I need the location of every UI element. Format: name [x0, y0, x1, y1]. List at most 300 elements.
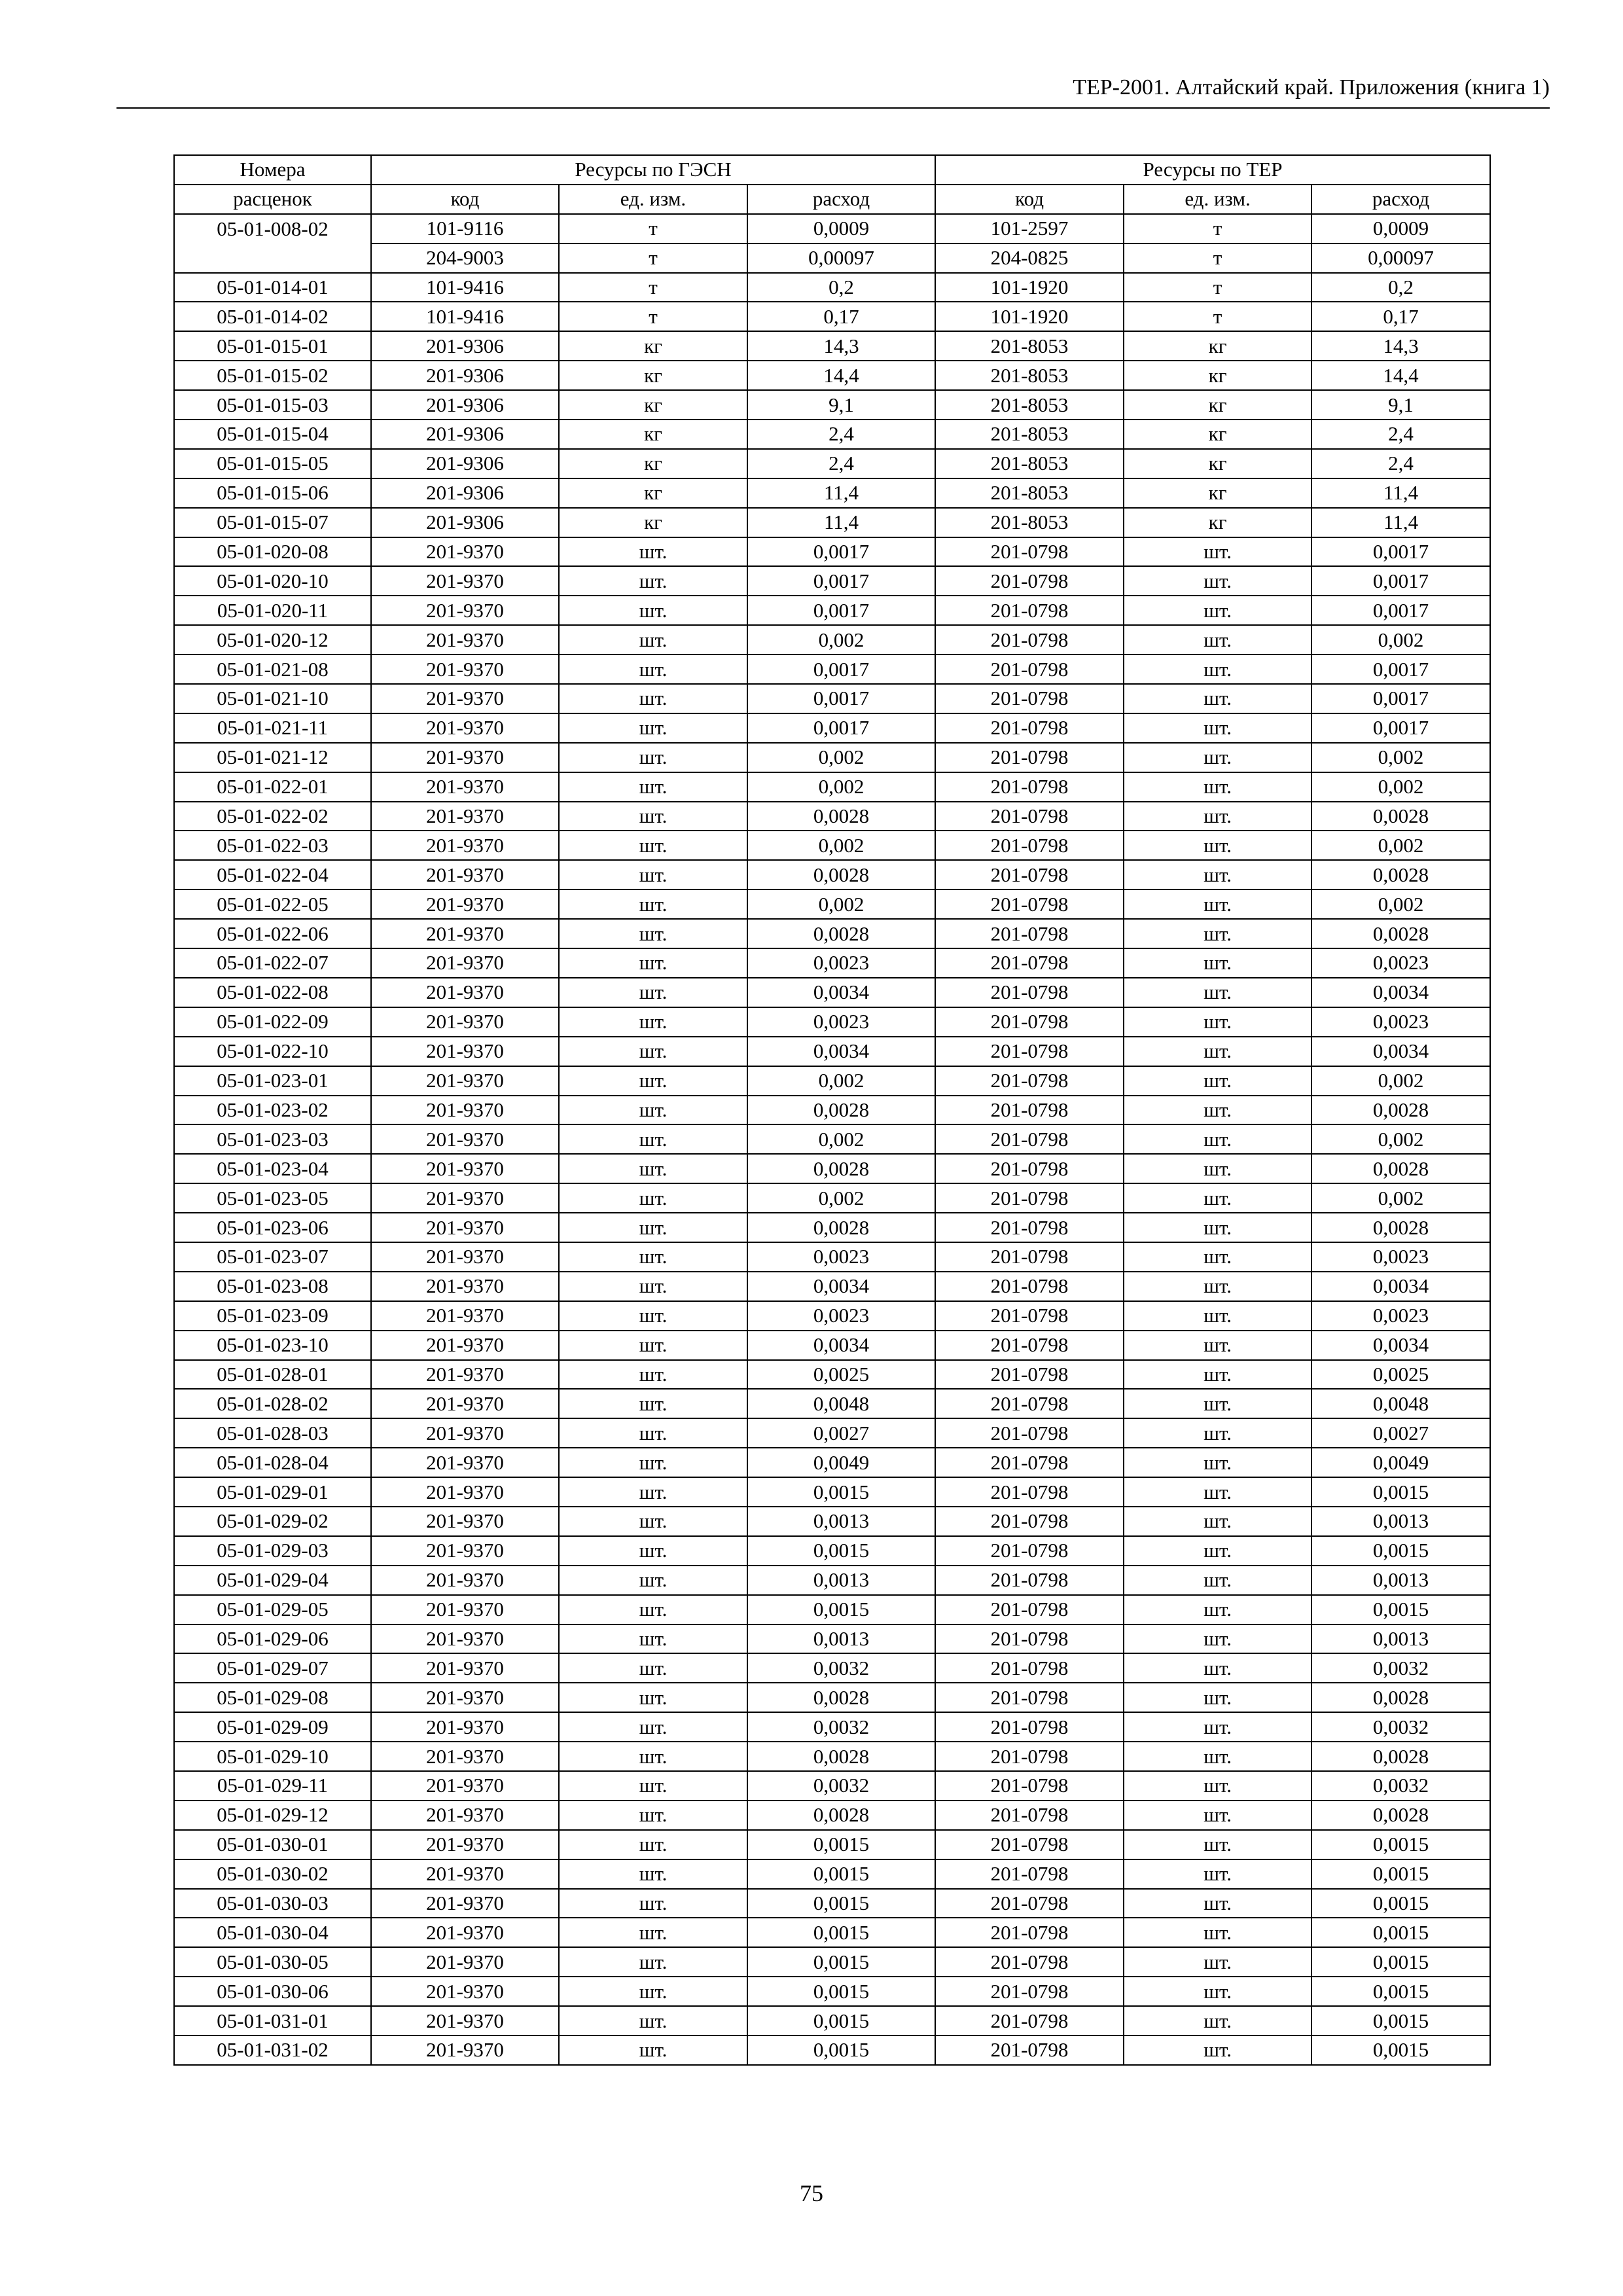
gesn-amount-cell: 0,0015: [747, 1536, 935, 1566]
gesn-code-cell: 201-9370: [371, 1742, 559, 1771]
gesn-unit-cell: т: [559, 302, 747, 331]
ter-unit-cell: т: [1124, 214, 1311, 243]
gesn-amount-cell: 0,0017: [747, 537, 935, 567]
ter-code-cell: 201-8053: [935, 331, 1124, 361]
ter-amount-cell: 0,00097: [1311, 243, 1490, 273]
gesn-unit-cell: кг: [559, 420, 747, 449]
gesn-unit-cell: шт.: [559, 1037, 747, 1066]
table-row: [174, 978, 1490, 1007]
ter-code-cell: 201-8053: [935, 390, 1124, 420]
ter-amount-cell: 0,2: [1311, 273, 1490, 302]
gesn-unit-cell: шт.: [559, 1477, 747, 1507]
gesn-code-cell: 201-9370: [371, 1360, 559, 1390]
rate-number-cell: 05-01-029-11: [174, 1771, 371, 1801]
gesn-unit-cell: шт.: [559, 1830, 747, 1859]
rate-number-cell: 05-01-028-02: [174, 1389, 371, 1418]
rate-number-cell: 05-01-022-05: [174, 889, 371, 919]
gesn-amount-cell: 0,0013: [747, 1507, 935, 1536]
ter-unit-cell: шт.: [1124, 1242, 1311, 1272]
col-header-gesn-unit: ед. изм.: [559, 185, 747, 214]
table-row: [174, 772, 1490, 802]
gesn-amount-cell: 0,0015: [747, 1918, 935, 1947]
ter-unit-cell: шт.: [1124, 625, 1311, 655]
gesn-unit-cell: шт.: [559, 1124, 747, 1154]
running-header: [116, 73, 1550, 109]
gesn-amount-cell: 0,0028: [747, 1213, 935, 1242]
rate-number-cell: 05-01-023-10: [174, 1331, 371, 1360]
gesn-unit-cell: шт.: [559, 1183, 747, 1213]
rate-number-cell: 05-01-020-11: [174, 596, 371, 625]
ter-unit-cell: шт.: [1124, 919, 1311, 948]
ter-code-cell: 201-0798: [935, 1154, 1124, 1183]
rate-number-cell: 05-01-031-02: [174, 2036, 371, 2065]
ter-code-cell: 201-0798: [935, 2006, 1124, 2036]
gesn-code-cell: 201-9370: [371, 1859, 559, 1889]
ter-amount-cell: 0,0028: [1311, 919, 1490, 948]
gesn-code-cell: 201-9370: [371, 1389, 559, 1418]
ter-code-cell: 201-0798: [935, 1859, 1124, 1889]
ter-unit-cell: шт.: [1124, 860, 1311, 889]
ter-code-cell: 201-0798: [935, 1477, 1124, 1507]
ter-amount-cell: 0,0028: [1311, 1742, 1490, 1771]
gesn-unit-cell: шт.: [559, 889, 747, 919]
gesn-amount-cell: 0,0027: [747, 1418, 935, 1448]
rate-number-cell: 05-01-022-02: [174, 802, 371, 831]
gesn-code-cell: 201-9370: [371, 1683, 559, 1712]
gesn-unit-cell: шт.: [559, 1272, 747, 1301]
ter-unit-cell: т: [1124, 243, 1311, 273]
table-row: [174, 2036, 1490, 2065]
col-header-ter-amount: расход: [1311, 185, 1490, 214]
table-row: [174, 625, 1490, 655]
table-row: [174, 1037, 1490, 1066]
ter-amount-cell: 0,0032: [1311, 1771, 1490, 1801]
ter-unit-cell: шт.: [1124, 1947, 1311, 1977]
gesn-amount-cell: 0,0017: [747, 596, 935, 625]
gesn-code-cell: 201-9370: [371, 2006, 559, 2036]
rate-number-cell: [174, 243, 371, 273]
ter-code-cell: 201-0798: [935, 1771, 1124, 1801]
gesn-code-cell: 201-9370: [371, 1124, 559, 1154]
ter-unit-cell: шт.: [1124, 1801, 1311, 1830]
rate-number-cell: 05-01-008-02: [174, 214, 371, 243]
rate-number-cell: 05-01-022-08: [174, 978, 371, 1007]
ter-code-cell: 201-8053: [935, 478, 1124, 508]
rate-number-cell: 05-01-022-09: [174, 1007, 371, 1037]
ter-unit-cell: шт.: [1124, 2006, 1311, 2036]
rate-number-cell: 05-01-028-03: [174, 1418, 371, 1448]
ter-unit-cell: шт.: [1124, 1977, 1311, 2006]
table-row: [174, 1566, 1490, 1595]
ter-code-cell: 201-0798: [935, 625, 1124, 655]
gesn-code-cell: 201-9370: [371, 860, 559, 889]
ter-code-cell: 201-0798: [935, 1507, 1124, 1536]
gesn-code-cell: 201-9370: [371, 1536, 559, 1566]
document-title: ТЕР-2001. Алтайский край. Приложения (книга 1): [1073, 75, 1550, 99]
gesn-unit-cell: кг: [559, 449, 747, 478]
table-row: [174, 948, 1490, 978]
ter-amount-cell: 0,0015: [1311, 1536, 1490, 1566]
ter-code-cell: 201-0798: [935, 1624, 1124, 1654]
rate-number-cell: 05-01-029-07: [174, 1653, 371, 1683]
gesn-code-cell: 201-9370: [371, 978, 559, 1007]
ter-unit-cell: шт.: [1124, 1742, 1311, 1771]
gesn-amount-cell: 0,0015: [747, 1947, 935, 1977]
ter-code-cell: 201-0798: [935, 1272, 1124, 1301]
gesn-code-cell: 201-9370: [371, 1477, 559, 1507]
ter-code-cell: 201-0798: [935, 802, 1124, 831]
ter-unit-cell: кг: [1124, 449, 1311, 478]
gesn-amount-cell: 0,0015: [747, 1830, 935, 1859]
ter-code-cell: 201-0798: [935, 713, 1124, 743]
gesn-amount-cell: 0,0034: [747, 1272, 935, 1301]
rate-number-cell: 05-01-021-10: [174, 684, 371, 713]
ter-unit-cell: шт.: [1124, 1213, 1311, 1242]
table-row: [174, 1801, 1490, 1830]
ter-amount-cell: 14,3: [1311, 331, 1490, 361]
ter-amount-cell: 0,0017: [1311, 713, 1490, 743]
gesn-unit-cell: шт.: [559, 1096, 747, 1125]
rate-number-cell: 05-01-029-12: [174, 1801, 371, 1830]
ter-unit-cell: шт.: [1124, 596, 1311, 625]
ter-unit-cell: шт.: [1124, 772, 1311, 802]
ter-code-cell: 201-0798: [935, 1889, 1124, 1918]
gesn-amount-cell: 0,0017: [747, 655, 935, 684]
gesn-code-cell: 201-9370: [371, 1331, 559, 1360]
gesn-amount-cell: 0,0028: [747, 860, 935, 889]
table-row: [174, 743, 1490, 772]
gesn-amount-cell: 0,0028: [747, 802, 935, 831]
table-row: [174, 1889, 1490, 1918]
gesn-code-cell: 201-9370: [371, 1653, 559, 1683]
table-row: [174, 1389, 1490, 1418]
ter-unit-cell: шт.: [1124, 684, 1311, 713]
ter-unit-cell: шт.: [1124, 1007, 1311, 1037]
ter-code-cell: 201-8053: [935, 508, 1124, 537]
ter-code-cell: 201-0798: [935, 1448, 1124, 1477]
gesn-code-cell: 201-9370: [371, 919, 559, 948]
ter-amount-cell: 0,0013: [1311, 1566, 1490, 1595]
gesn-unit-cell: шт.: [559, 1301, 747, 1331]
ter-unit-cell: шт.: [1124, 1566, 1311, 1595]
gesn-amount-cell: 0,0025: [747, 1360, 935, 1390]
gesn-unit-cell: шт.: [559, 1977, 747, 2006]
gesn-amount-cell: 0,17: [747, 302, 935, 331]
ter-amount-cell: 0,0028: [1311, 860, 1490, 889]
ter-amount-cell: 0,002: [1311, 1124, 1490, 1154]
ter-amount-cell: 0,002: [1311, 831, 1490, 860]
table-row: [174, 1066, 1490, 1096]
gesn-code-cell: 201-9306: [371, 331, 559, 361]
gesn-code-cell: 201-9370: [371, 1918, 559, 1947]
gesn-code-cell: 201-9370: [371, 889, 559, 919]
gesn-unit-cell: кг: [559, 361, 747, 390]
rate-number-cell: 05-01-028-04: [174, 1448, 371, 1477]
gesn-amount-cell: 0,0017: [747, 684, 935, 713]
col-header-ter-unit: ед. изм.: [1124, 185, 1311, 214]
gesn-amount-cell: 0,0015: [747, 2036, 935, 2065]
ter-amount-cell: 0,0034: [1311, 978, 1490, 1007]
gesn-code-cell: 201-9370: [371, 655, 559, 684]
gesn-unit-cell: шт.: [559, 2036, 747, 2065]
ter-code-cell: 201-0798: [935, 1977, 1124, 2006]
ter-code-cell: 201-0798: [935, 1037, 1124, 1066]
ter-amount-cell: 0,0023: [1311, 948, 1490, 978]
gesn-unit-cell: шт.: [559, 655, 747, 684]
rate-number-cell: 05-01-015-01: [174, 331, 371, 361]
ter-code-cell: 201-0798: [935, 1066, 1124, 1096]
gesn-amount-cell: 0,002: [747, 743, 935, 772]
ter-amount-cell: 0,0048: [1311, 1389, 1490, 1418]
resource-table: [173, 154, 1491, 2066]
table-row: [174, 273, 1490, 302]
gesn-code-cell: 201-9370: [371, 1154, 559, 1183]
gesn-amount-cell: 2,4: [747, 420, 935, 449]
table-row: [174, 331, 1490, 361]
rate-number-cell: 05-01-023-08: [174, 1272, 371, 1301]
ter-amount-cell: 0,0015: [1311, 2006, 1490, 2036]
table-row: [174, 1242, 1490, 1272]
gesn-code-cell: 201-9370: [371, 948, 559, 978]
gesn-unit-cell: шт.: [559, 1536, 747, 1566]
gesn-amount-cell: 0,0015: [747, 1889, 935, 1918]
gesn-unit-cell: шт.: [559, 1653, 747, 1683]
rate-number-cell: 05-01-029-09: [174, 1712, 371, 1742]
ter-amount-cell: 0,0023: [1311, 1007, 1490, 1037]
ter-code-cell: 201-0798: [935, 537, 1124, 567]
ter-amount-cell: 0,0015: [1311, 1830, 1490, 1859]
ter-code-cell: 204-0825: [935, 243, 1124, 273]
gesn-amount-cell: 0,0013: [747, 1624, 935, 1654]
ter-amount-cell: 0,0015: [1311, 1977, 1490, 2006]
table-row: [174, 508, 1490, 537]
rate-number-cell: 05-01-022-06: [174, 919, 371, 948]
rate-number-cell: 05-01-031-01: [174, 2006, 371, 2036]
gesn-code-cell: 201-9370: [371, 1448, 559, 1477]
table-row: [174, 1595, 1490, 1624]
rate-number-cell: 05-01-030-02: [174, 1859, 371, 1889]
ter-unit-cell: шт.: [1124, 1830, 1311, 1859]
rate-number-cell: 05-01-023-04: [174, 1154, 371, 1183]
table-row: [174, 684, 1490, 713]
gesn-unit-cell: т: [559, 243, 747, 273]
ter-unit-cell: шт.: [1124, 1360, 1311, 1390]
group-header-gesn: Ресурсы по ГЭСН: [371, 155, 935, 185]
gesn-amount-cell: 0,2: [747, 273, 935, 302]
header-row-columns: [174, 185, 1490, 214]
rate-number-cell: 05-01-029-06: [174, 1624, 371, 1654]
table-row: [174, 713, 1490, 743]
gesn-unit-cell: шт.: [559, 1066, 747, 1096]
ter-code-cell: 201-8053: [935, 449, 1124, 478]
gesn-code-cell: 201-9370: [371, 1418, 559, 1448]
gesn-unit-cell: шт.: [559, 1566, 747, 1595]
table-row: [174, 1213, 1490, 1242]
ter-code-cell: 201-0798: [935, 1242, 1124, 1272]
ter-code-cell: 201-0798: [935, 1653, 1124, 1683]
gesn-amount-cell: 0,0023: [747, 948, 935, 978]
rate-number-cell: 05-01-015-03: [174, 390, 371, 420]
table-row: [174, 655, 1490, 684]
gesn-code-cell: 201-9370: [371, 1801, 559, 1830]
gesn-amount-cell: 0,0015: [747, 1595, 935, 1624]
ter-unit-cell: шт.: [1124, 1096, 1311, 1125]
ter-amount-cell: 0,0015: [1311, 1947, 1490, 1977]
ter-unit-cell: кг: [1124, 508, 1311, 537]
ter-amount-cell: 0,0028: [1311, 1213, 1490, 1242]
header-row-groups: [174, 155, 1490, 185]
gesn-code-cell: 201-9370: [371, 1066, 559, 1096]
ter-code-cell: 201-0798: [935, 1566, 1124, 1595]
gesn-code-cell: 201-9370: [371, 713, 559, 743]
table-row: [174, 1154, 1490, 1183]
ter-code-cell: 201-0798: [935, 860, 1124, 889]
table-row: [174, 214, 1490, 243]
table-row: [174, 390, 1490, 420]
ter-unit-cell: шт.: [1124, 1859, 1311, 1889]
rate-number-cell: 05-01-022-04: [174, 860, 371, 889]
group-header-ter: Ресурсы по ТЕР: [935, 155, 1490, 185]
rate-number-cell: 05-01-014-01: [174, 273, 371, 302]
ter-amount-cell: 9,1: [1311, 390, 1490, 420]
table-row: [174, 889, 1490, 919]
col-header-ter-code: код: [935, 185, 1124, 214]
ter-unit-cell: шт.: [1124, 1477, 1311, 1507]
gesn-unit-cell: кг: [559, 331, 747, 361]
gesn-code-cell: 201-9370: [371, 802, 559, 831]
ter-amount-cell: 0,0032: [1311, 1653, 1490, 1683]
gesn-amount-cell: 0,0034: [747, 1331, 935, 1360]
table-row: [174, 860, 1490, 889]
gesn-amount-cell: 0,00097: [747, 243, 935, 273]
rate-number-cell: 05-01-015-07: [174, 508, 371, 537]
table-row: [174, 1771, 1490, 1801]
ter-code-cell: 201-0798: [935, 596, 1124, 625]
ter-amount-cell: 0,0027: [1311, 1418, 1490, 1448]
gesn-code-cell: 201-9370: [371, 1213, 559, 1242]
ter-amount-cell: 0,0017: [1311, 655, 1490, 684]
gesn-amount-cell: 0,0023: [747, 1242, 935, 1272]
gesn-amount-cell: 0,0028: [747, 1683, 935, 1712]
gesn-amount-cell: 0,0015: [747, 1977, 935, 2006]
gesn-amount-cell: 0,002: [747, 831, 935, 860]
table-row: [174, 537, 1490, 567]
rate-number-cell: 05-01-015-06: [174, 478, 371, 508]
gesn-amount-cell: 0,0028: [747, 1801, 935, 1830]
table-row: [174, 449, 1490, 478]
ter-amount-cell: 0,17: [1311, 302, 1490, 331]
ter-code-cell: 201-0798: [935, 1301, 1124, 1331]
ter-unit-cell: кг: [1124, 478, 1311, 508]
ter-amount-cell: 0,0015: [1311, 1595, 1490, 1624]
ter-unit-cell: кг: [1124, 390, 1311, 420]
col-header-gesn-code: код: [371, 185, 559, 214]
gesn-unit-cell: шт.: [559, 684, 747, 713]
gesn-amount-cell: 0,0028: [747, 1096, 935, 1125]
ter-unit-cell: шт.: [1124, 1653, 1311, 1683]
table-row: [174, 1477, 1490, 1507]
gesn-code-cell: 201-9370: [371, 1242, 559, 1272]
ter-code-cell: 201-0798: [935, 1536, 1124, 1566]
gesn-code-cell: 201-9306: [371, 478, 559, 508]
gesn-code-cell: 201-9370: [371, 1830, 559, 1859]
ter-unit-cell: шт.: [1124, 1389, 1311, 1418]
gesn-unit-cell: шт.: [559, 1712, 747, 1742]
gesn-unit-cell: шт.: [559, 1360, 747, 1390]
gesn-code-cell: 201-9370: [371, 1889, 559, 1918]
ter-unit-cell: шт.: [1124, 1536, 1311, 1566]
rate-number-cell: 05-01-015-04: [174, 420, 371, 449]
gesn-code-cell: 201-9306: [371, 449, 559, 478]
ter-code-cell: 201-0798: [935, 1742, 1124, 1771]
table-row: [174, 566, 1490, 596]
ter-code-cell: 201-0798: [935, 772, 1124, 802]
gesn-code-cell: 201-9306: [371, 390, 559, 420]
ter-unit-cell: шт.: [1124, 1771, 1311, 1801]
ter-code-cell: 201-0798: [935, 1124, 1124, 1154]
rate-number-cell: 05-01-022-07: [174, 948, 371, 978]
gesn-amount-cell: 0,0023: [747, 1301, 935, 1331]
rate-number-cell: 05-01-023-05: [174, 1183, 371, 1213]
ter-unit-cell: шт.: [1124, 1124, 1311, 1154]
page-number: 75: [800, 2180, 823, 2206]
gesn-code-cell: 201-9370: [371, 1977, 559, 2006]
gesn-code-cell: 201-9370: [371, 1037, 559, 1066]
table-row: [174, 1272, 1490, 1301]
rate-number-cell: 05-01-020-08: [174, 537, 371, 567]
ter-code-cell: 201-0798: [935, 978, 1124, 1007]
gesn-unit-cell: шт.: [559, 948, 747, 978]
rate-number-cell: 05-01-030-05: [174, 1947, 371, 1977]
table-row: [174, 1507, 1490, 1536]
table-row: [174, 2006, 1490, 2036]
ter-amount-cell: 0,0028: [1311, 1683, 1490, 1712]
gesn-amount-cell: 0,0032: [747, 1712, 935, 1742]
ter-amount-cell: 0,002: [1311, 743, 1490, 772]
gesn-unit-cell: шт.: [559, 1154, 747, 1183]
ter-amount-cell: 14,4: [1311, 361, 1490, 390]
ter-code-cell: 201-8053: [935, 420, 1124, 449]
gesn-unit-cell: шт.: [559, 1889, 747, 1918]
ter-code-cell: 201-0798: [935, 1683, 1124, 1712]
gesn-code-cell: 201-9370: [371, 1007, 559, 1037]
ter-code-cell: 201-0798: [935, 919, 1124, 948]
rate-number-cell: 05-01-029-03: [174, 1536, 371, 1566]
table-row: [174, 1418, 1490, 1448]
gesn-unit-cell: шт.: [559, 1507, 747, 1536]
rate-number-cell: 05-01-021-12: [174, 743, 371, 772]
gesn-unit-cell: шт.: [559, 1771, 747, 1801]
gesn-code-cell: 201-9370: [371, 2036, 559, 2065]
ter-amount-cell: 0,0032: [1311, 1712, 1490, 1742]
gesn-amount-cell: 0,0017: [747, 713, 935, 743]
col-number-header-top: Номера: [174, 155, 371, 185]
gesn-unit-cell: шт.: [559, 743, 747, 772]
col-header-gesn-amount: расход: [747, 185, 935, 214]
ter-amount-cell: 0,0028: [1311, 1801, 1490, 1830]
table-row: [174, 1683, 1490, 1712]
gesn-code-cell: 201-9370: [371, 1712, 559, 1742]
gesn-amount-cell: 0,0017: [747, 566, 935, 596]
rate-number-cell: 05-01-014-02: [174, 302, 371, 331]
rate-number-cell: 05-01-029-02: [174, 1507, 371, 1536]
ter-unit-cell: шт.: [1124, 1272, 1311, 1301]
gesn-amount-cell: 0,0048: [747, 1389, 935, 1418]
table-row: [174, 1947, 1490, 1977]
gesn-amount-cell: 0,0028: [747, 1154, 935, 1183]
ter-amount-cell: 0,0034: [1311, 1037, 1490, 1066]
ter-unit-cell: шт.: [1124, 1683, 1311, 1712]
